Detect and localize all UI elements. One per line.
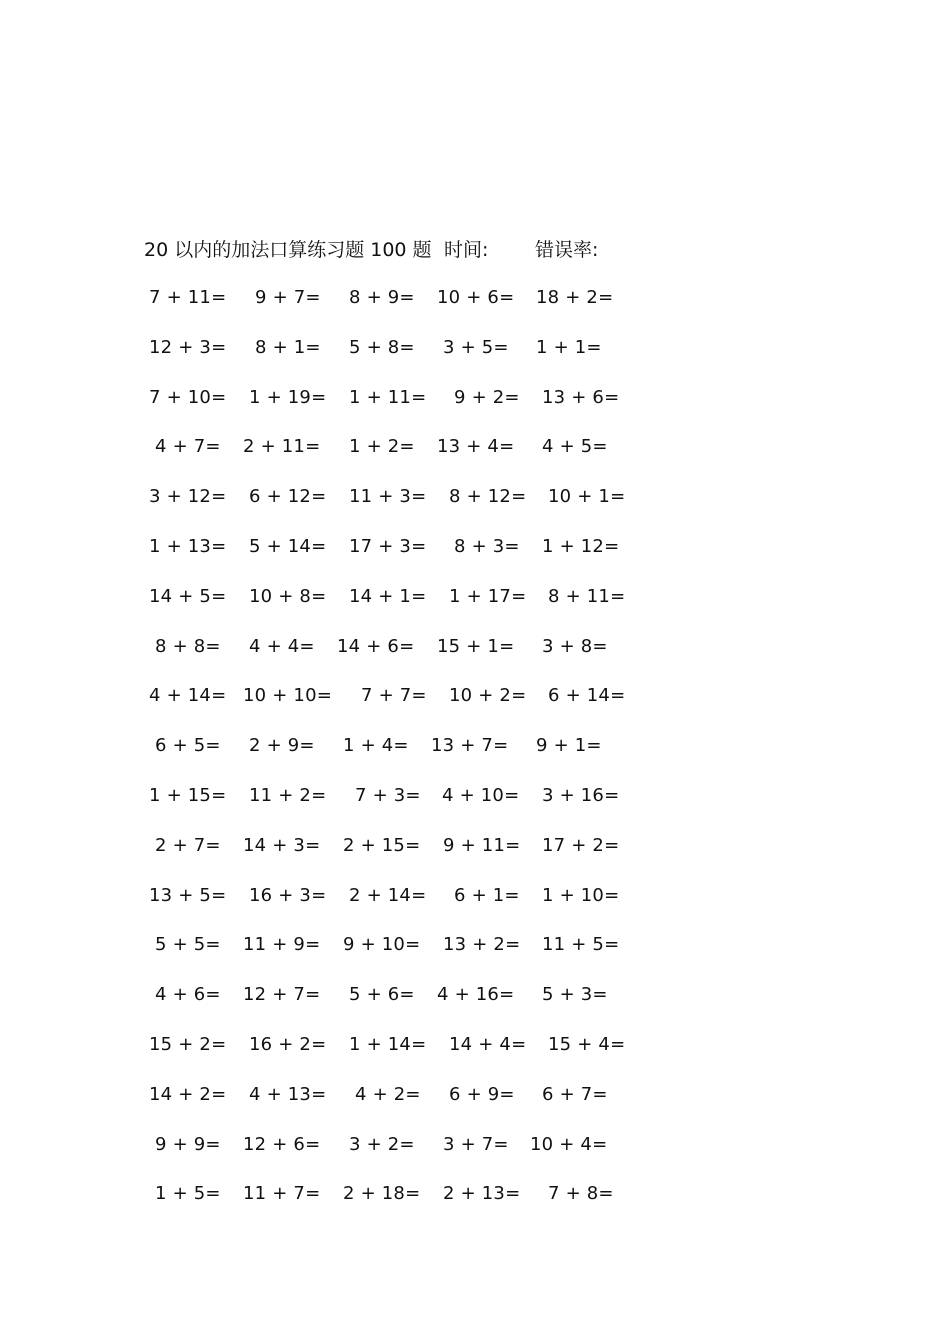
problem-cell: 2 + 7= (155, 834, 221, 856)
problem-cell: 11 + 9= (243, 934, 321, 956)
problem-row (149, 533, 669, 583)
problem-row (149, 334, 669, 384)
problem-cell: 2 + 18= (343, 1183, 421, 1205)
problem-cell: 7 + 3= (355, 784, 421, 806)
problem-cell: 9 + 2= (454, 386, 520, 408)
problem-cell: 18 + 2= (536, 287, 614, 308)
problem-cell: 8 + 12= (449, 486, 527, 508)
problem-cell: 4 + 10= (442, 784, 520, 806)
problem-cell: 8 + 11= (548, 585, 626, 607)
problem-row (149, 832, 669, 882)
problem-cell: 5 + 8= (349, 336, 415, 358)
problem-cell: 12 + 3= (149, 336, 227, 358)
problem-cell: 1 + 4= (343, 735, 409, 757)
problem-cell: 6 + 1= (454, 884, 520, 906)
problem-cell: 2 + 9= (249, 735, 315, 757)
problem-row (149, 882, 669, 932)
problem-cell: 10 + 6= (437, 287, 515, 308)
problem-cell: 16 + 3= (249, 884, 327, 906)
problem-cell: 12 + 7= (243, 984, 321, 1006)
problem-row (149, 1081, 669, 1131)
problem-row (149, 433, 669, 483)
problem-cell: 1 + 14= (349, 1033, 427, 1055)
problem-cell: 13 + 2= (443, 934, 521, 956)
problem-cell: 11 + 5= (542, 934, 620, 956)
problem-cell: 10 + 4= (530, 1133, 608, 1155)
problem-cell: 4 + 5= (542, 436, 608, 458)
problem-cell: 4 + 16= (437, 984, 515, 1006)
error-rate-label: 错误率: (535, 239, 599, 261)
problem-row (149, 384, 669, 434)
problem-cell: 11 + 2= (249, 784, 327, 806)
problem-cell: 9 + 7= (255, 287, 321, 308)
problem-cell: 14 + 1= (349, 585, 427, 607)
problem-cell: 10 + 8= (249, 585, 327, 607)
problem-cell: 7 + 8= (548, 1183, 614, 1205)
problem-row (149, 931, 669, 981)
problem-row (149, 732, 669, 782)
problem-cell: 3 + 12= (149, 486, 227, 508)
problem-cell: 10 + 2= (449, 685, 527, 707)
problem-cell: 1 + 10= (542, 884, 620, 906)
problem-cell: 3 + 16= (542, 784, 620, 806)
problem-cell: 2 + 11= (243, 436, 321, 458)
problem-cell: 8 + 8= (155, 635, 221, 657)
problem-cell: 4 + 7= (155, 436, 221, 458)
problem-row (149, 1031, 669, 1081)
problem-cell: 2 + 14= (349, 884, 427, 906)
problem-row (149, 633, 669, 683)
problem-cell: 5 + 14= (249, 535, 327, 557)
problem-cell: 9 + 1= (536, 735, 602, 757)
problem-cell: 13 + 7= (431, 735, 509, 757)
problem-cell: 9 + 11= (443, 834, 521, 856)
problem-row (149, 1180, 669, 1230)
problem-cell: 1 + 11= (349, 386, 427, 408)
problem-cell: 3 + 2= (349, 1133, 415, 1155)
problem-cell: 13 + 4= (437, 436, 515, 458)
problem-cell: 14 + 2= (149, 1083, 227, 1105)
problem-row (149, 483, 669, 533)
problem-cell: 6 + 9= (449, 1083, 515, 1105)
problem-cell: 3 + 5= (443, 336, 509, 358)
problem-cell: 16 + 2= (249, 1033, 327, 1055)
problem-grid (149, 284, 669, 1230)
problem-row (149, 682, 669, 732)
problem-cell: 17 + 2= (542, 834, 620, 856)
problem-cell: 1 + 12= (542, 535, 620, 557)
problem-cell: 14 + 4= (449, 1033, 527, 1055)
problem-cell: 14 + 6= (337, 635, 415, 657)
worksheet-title: 20 以内的加法口算练习题 100 题 (144, 239, 432, 261)
problem-cell: 1 + 2= (349, 436, 415, 458)
problem-cell: 17 + 3= (349, 535, 427, 557)
problem-cell: 6 + 7= (542, 1083, 608, 1105)
problem-row (149, 284, 669, 334)
problem-cell: 7 + 10= (149, 386, 227, 408)
problem-cell: 8 + 9= (349, 287, 415, 308)
problem-cell: 1 + 1= (536, 336, 602, 358)
problem-cell: 5 + 5= (155, 934, 221, 956)
problem-cell: 8 + 3= (454, 535, 520, 557)
problem-row (149, 583, 669, 633)
problem-cell: 10 + 10= (243, 685, 333, 707)
problem-cell: 13 + 5= (149, 884, 227, 906)
problem-cell: 5 + 6= (349, 984, 415, 1006)
problem-cell: 6 + 5= (155, 735, 221, 757)
time-label: 时间: (444, 239, 489, 261)
problem-cell: 1 + 13= (149, 535, 227, 557)
problem-cell: 13 + 6= (542, 386, 620, 408)
problem-row (149, 782, 669, 832)
problem-cell: 1 + 19= (249, 386, 327, 408)
problem-cell: 6 + 12= (249, 486, 327, 508)
problem-cell: 2 + 13= (443, 1183, 521, 1205)
problem-cell: 11 + 3= (349, 486, 427, 508)
problem-cell: 5 + 3= (542, 984, 608, 1006)
problem-cell: 12 + 6= (243, 1133, 321, 1155)
problem-cell: 4 + 14= (149, 685, 227, 707)
problem-cell: 8 + 1= (255, 336, 321, 358)
problem-cell: 4 + 6= (155, 984, 221, 1006)
problem-cell: 3 + 8= (542, 635, 608, 657)
problem-cell: 4 + 4= (249, 635, 315, 657)
problem-cell: 6 + 14= (548, 685, 626, 707)
problem-cell: 3 + 7= (443, 1133, 509, 1155)
problem-cell: 9 + 10= (343, 934, 421, 956)
problem-cell: 1 + 15= (149, 784, 227, 806)
problem-cell: 2 + 15= (343, 834, 421, 856)
problem-cell: 15 + 2= (149, 1033, 227, 1055)
problem-cell: 7 + 11= (149, 287, 227, 308)
problem-cell: 1 + 5= (155, 1183, 221, 1205)
problem-cell: 1 + 17= (449, 585, 527, 607)
problem-cell: 14 + 5= (149, 585, 227, 607)
problem-row (149, 1131, 669, 1181)
problem-cell: 14 + 3= (243, 834, 321, 856)
problem-cell: 9 + 9= (155, 1133, 221, 1155)
problem-cell: 11 + 7= (243, 1183, 321, 1205)
problem-cell: 15 + 4= (548, 1033, 626, 1055)
problem-row (149, 981, 669, 1031)
problem-cell: 15 + 1= (437, 635, 515, 657)
problem-cell: 7 + 7= (361, 685, 427, 707)
problem-cell: 10 + 1= (548, 486, 626, 508)
problem-cell: 4 + 2= (355, 1083, 421, 1105)
problem-cell: 4 + 13= (249, 1083, 327, 1105)
